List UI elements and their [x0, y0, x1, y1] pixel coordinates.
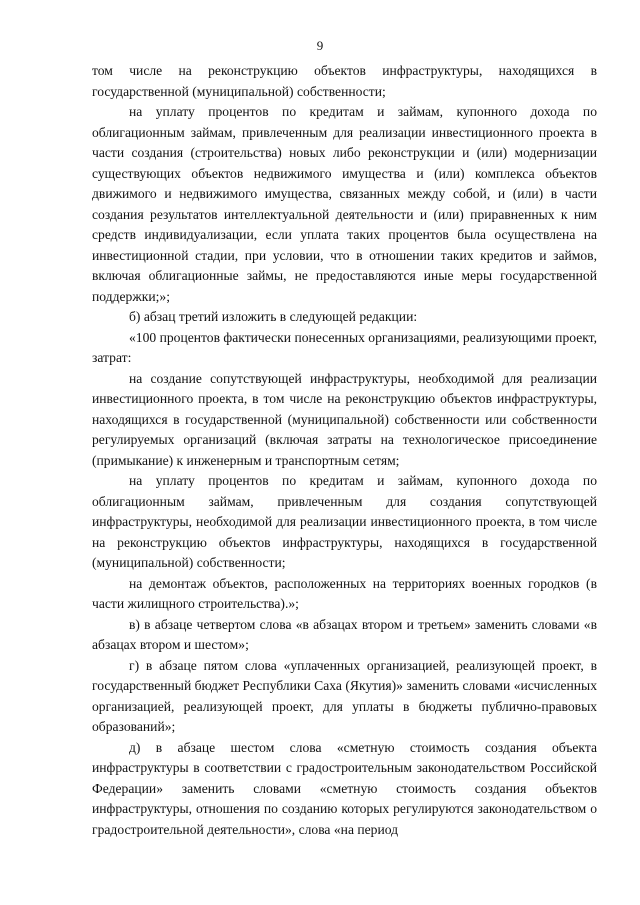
paragraph: на уплату процентов по кредитам и займам, купонного дохода по облигационным займам, привлеченным для реализации инвестиционного проекта в части создания (строительства) новых либо реконструкции и (или) модернизации существующих объектов недвижимого имущества и (или) комплекса объектов движимого и недвижимого имущества, связанных между собой, и (или) в части создания результатов интеллектуальной деятельности и (или) приравненных к ним средств индивидуализации, если уплата таких процентов была осуществлена на инвестиционной стадии, при условии, что в отношении таких кредитов и займов, включая облигационные займы, не предоставляются иные меры государственной поддержки;»;	[92, 104, 597, 304]
paragraph: на уплату процентов по кредитам и займам, купонного дохода по облигационным займам, привлеченным для создания сопутствующей инфраструктуры, необходимой для реализации инвестиционного проекта, в том числе на реконструкцию объектов инфраструктуры, находящихся в государственной (муниципальной) собственности;	[92, 473, 597, 570]
paragraph: д) в абзаце шестом слова «сметную стоимость создания объекта инфраструктуры в соответствии с градостроительным законодательством Российской Федерации» заменить словами «сметную стоимость создания объектов инфраструктуры, отношения по созданию которых регулируются законодательством о градостроительной деятельности», слова «на период	[92, 739, 597, 837]
page-number: 9	[316, 38, 324, 53]
document-body	[92, 61, 597, 840]
paragraph: в) в абзаце четвертом слова «в абзацах втором и третьем» заменить словами «в абзацах втором и шестом»;	[92, 616, 597, 652]
paragraph: на создание сопутствующей инфраструктуры, необходимой для реализации инвестиционного проекта, в том числе на реконструкцию объектов инфраструктуры, находящихся в государственной (муниципальной) собственности или собственности регулируемых организаций (включая затраты на технологическое присоединение (примыкание) к инженерным и транспортным сетям;	[92, 370, 597, 468]
paragraph: «100 процентов фактически понесенных организациями, реализующими проект, затрат:	[92, 329, 597, 365]
paragraph: г) в абзаце пятом слова «уплаченных организацией, реализующей проект, в государственный бюджет Республики Саха (Якутия)» заменить словами «исчисленных организацией, реализующей проект, для уплаты в бюджеты публично-правовых образований»;	[92, 657, 597, 734]
paragraph-continued: том числе на реконструкцию объектов инфраструктуры, находящихся в государственной (муниципальной) собственности;	[92, 63, 597, 99]
paragraph: на демонтаж объектов, расположенных на территориях военных городков (в части жилищного строительства).»;	[92, 575, 597, 611]
paragraph: б) абзац третий изложить в следующей редакции:	[129, 309, 418, 324]
